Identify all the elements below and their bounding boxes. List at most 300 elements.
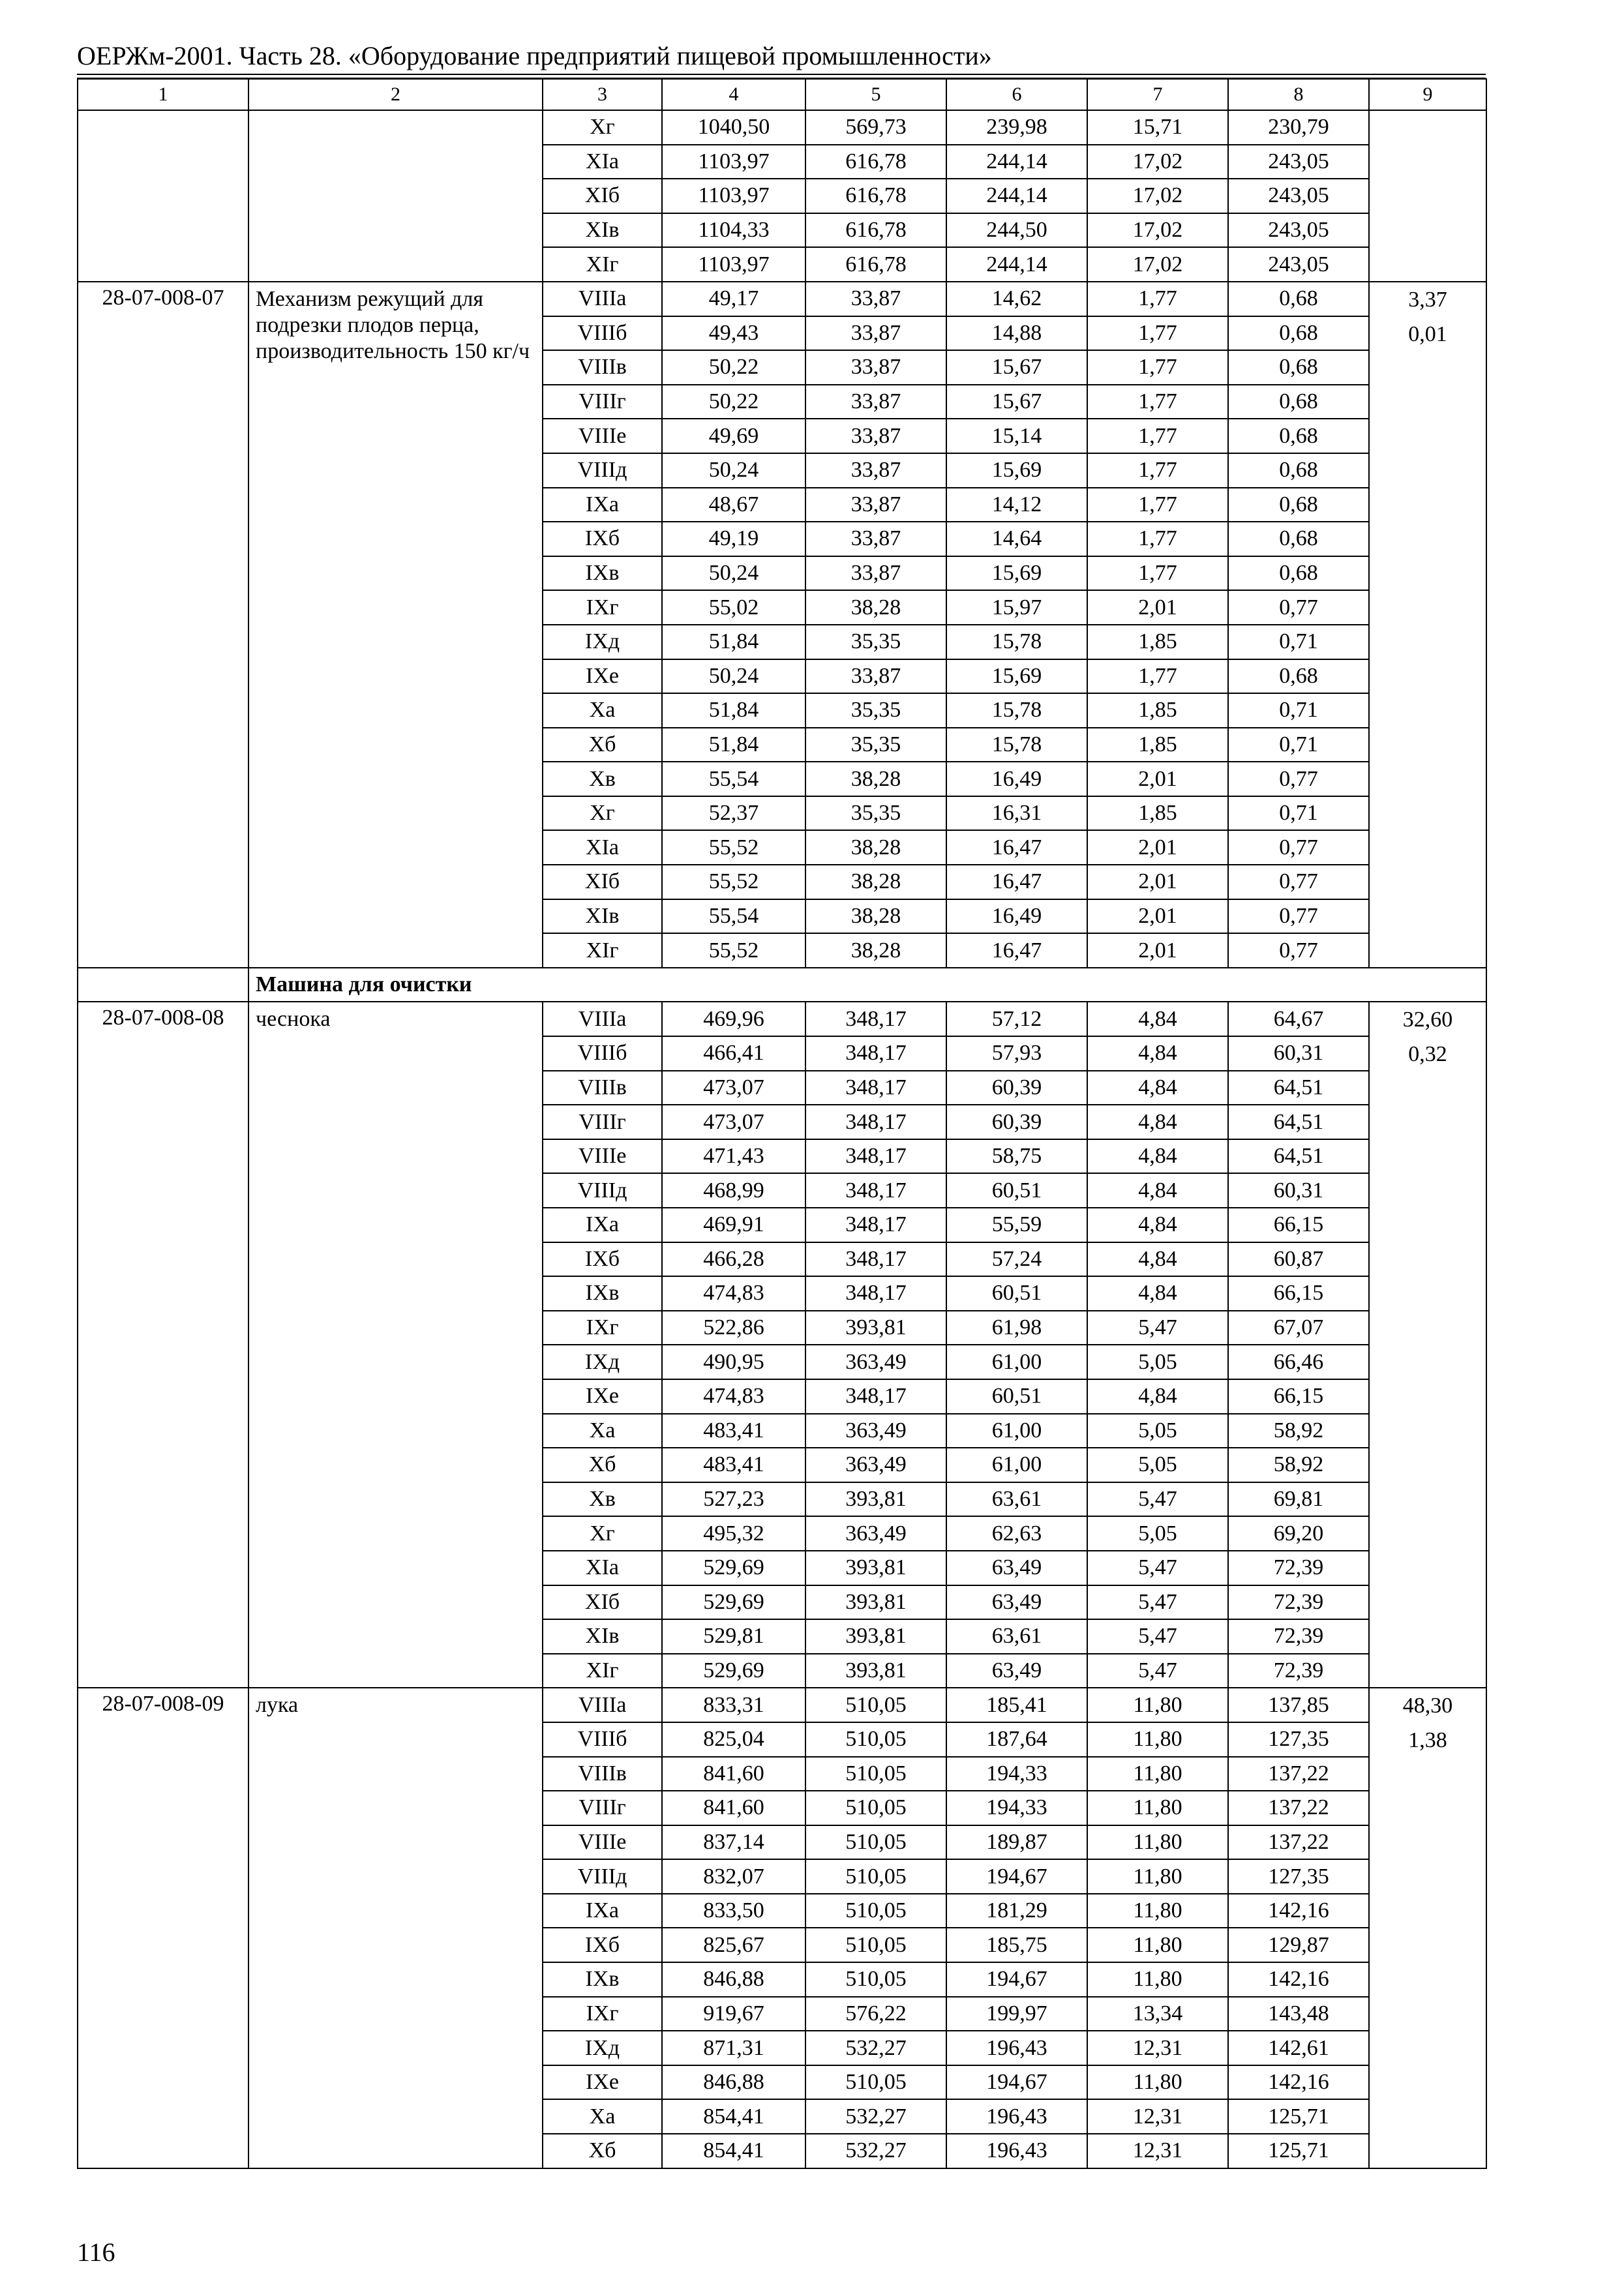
- resource-class-cell: Xв: [543, 762, 662, 796]
- value-cell: 1,77: [1087, 282, 1228, 316]
- value-cell: 5,05: [1087, 1414, 1228, 1448]
- value-cell: 33,87: [805, 488, 946, 522]
- value-cell: 16,47: [946, 865, 1087, 899]
- value-cell: 194,33: [946, 1757, 1087, 1791]
- value-cell: 125,71: [1228, 2134, 1369, 2168]
- value-cell: 393,81: [805, 1482, 946, 1517]
- value-cell: 11,80: [1087, 1894, 1228, 1928]
- value-cell: 4,84: [1087, 1276, 1228, 1311]
- header-rule-top: [77, 74, 1486, 75]
- resource-class-cell: VIIIб: [543, 316, 662, 351]
- resource-class-cell: VIIIг: [543, 1791, 662, 1825]
- value-cell: 468,99: [662, 1173, 805, 1208]
- value-cell: 1,77: [1087, 659, 1228, 694]
- value-cell: 12,31: [1087, 2134, 1228, 2168]
- col9-value: 0,01: [1408, 322, 1447, 346]
- value-cell: 64,51: [1228, 1105, 1369, 1139]
- value-cell: 4,84: [1087, 1173, 1228, 1208]
- value-cell: 194,67: [946, 1962, 1087, 1997]
- value-cell: 363,49: [805, 1414, 946, 1448]
- value-cell: 33,87: [805, 659, 946, 694]
- resource-class-cell: IXб: [543, 1928, 662, 1962]
- value-cell: 11,80: [1087, 1722, 1228, 1757]
- value-cell: 50,24: [662, 453, 805, 488]
- value-cell: 33,87: [805, 419, 946, 453]
- value-cell: 55,02: [662, 590, 805, 625]
- value-cell: 38,28: [805, 590, 946, 625]
- value-cell: 576,22: [805, 1997, 946, 2031]
- value-cell: 0,68: [1228, 659, 1369, 694]
- value-cell: 348,17: [805, 1002, 946, 1036]
- value-cell: 33,87: [805, 556, 946, 591]
- value-cell: 58,92: [1228, 1414, 1369, 1448]
- value-cell: 348,17: [805, 1276, 946, 1311]
- col9-cell: [1369, 282, 1486, 968]
- resource-class-cell: IXe: [543, 1379, 662, 1414]
- value-cell: 51,84: [662, 625, 805, 659]
- name-cell: Механизм режущий для подрезки плодов перца, производительность 150 кг/ч: [248, 282, 543, 968]
- resource-class-cell: VIIIa: [543, 1688, 662, 1722]
- value-cell: 60,51: [946, 1173, 1087, 1208]
- value-cell: 33,87: [805, 350, 946, 385]
- value-cell: 4,84: [1087, 1105, 1228, 1139]
- value-cell: 0,71: [1228, 796, 1369, 831]
- value-cell: 187,64: [946, 1722, 1087, 1757]
- value-cell: 17,02: [1087, 145, 1228, 179]
- value-cell: 61,00: [946, 1414, 1087, 1448]
- value-cell: 239,98: [946, 110, 1087, 145]
- value-cell: 243,05: [1228, 213, 1369, 248]
- value-cell: 5,47: [1087, 1311, 1228, 1345]
- column-number: 8: [1228, 79, 1369, 110]
- column-number: 3: [543, 79, 662, 110]
- resource-class-cell: Xa: [543, 693, 662, 728]
- value-cell: 1,85: [1087, 693, 1228, 728]
- value-cell: 832,07: [662, 1859, 805, 1894]
- value-cell: 0,71: [1228, 625, 1369, 659]
- value-cell: 11,80: [1087, 1859, 1228, 1894]
- value-cell: 469,91: [662, 1208, 805, 1242]
- value-cell: 143,48: [1228, 1997, 1369, 2031]
- value-cell: 60,39: [946, 1071, 1087, 1105]
- resource-class-cell: XIa: [543, 1551, 662, 1585]
- resource-class-cell: IXд: [543, 2031, 662, 2065]
- value-cell: 61,98: [946, 1311, 1087, 1345]
- value-cell: 244,14: [946, 179, 1087, 213]
- value-cell: 185,75: [946, 1928, 1087, 1962]
- value-cell: 38,28: [805, 933, 946, 968]
- resource-class-cell: XIa: [543, 145, 662, 179]
- resource-class-cell: Xг: [543, 796, 662, 831]
- value-cell: 532,27: [805, 2099, 946, 2134]
- value-cell: 363,49: [805, 1448, 946, 1482]
- value-cell: 15,69: [946, 556, 1087, 591]
- value-cell: 15,78: [946, 625, 1087, 659]
- resource-class-cell: IXг: [543, 1997, 662, 2031]
- table-row: [78, 1688, 1486, 1722]
- col9-cell-empty: [1369, 110, 1486, 282]
- value-cell: 393,81: [805, 1654, 946, 1688]
- value-cell: 5,05: [1087, 1516, 1228, 1551]
- value-cell: 363,49: [805, 1516, 946, 1551]
- resource-class-cell: XIб: [543, 865, 662, 899]
- value-cell: 244,14: [946, 145, 1087, 179]
- value-cell: 35,35: [805, 796, 946, 831]
- value-cell: 825,04: [662, 1722, 805, 1757]
- column-numbers-row: [78, 79, 1486, 110]
- value-cell: 67,07: [1228, 1311, 1369, 1345]
- value-cell: 52,37: [662, 796, 805, 831]
- value-cell: 2,01: [1087, 590, 1228, 625]
- value-cell: 1,77: [1087, 488, 1228, 522]
- value-cell: 16,49: [946, 899, 1087, 934]
- resource-class-cell: IXг: [543, 590, 662, 625]
- value-cell: 5,05: [1087, 1448, 1228, 1482]
- value-cell: 4,84: [1087, 1139, 1228, 1174]
- value-cell: 1,85: [1087, 796, 1228, 831]
- name-cell: лука: [248, 1688, 543, 2168]
- value-cell: 63,61: [946, 1482, 1087, 1517]
- value-cell: 64,51: [1228, 1071, 1369, 1105]
- value-cell: 38,28: [805, 830, 946, 865]
- value-cell: 510,05: [805, 2065, 946, 2100]
- value-cell: 471,43: [662, 1139, 805, 1174]
- value-cell: 57,24: [946, 1242, 1087, 1277]
- value-cell: 142,16: [1228, 1962, 1369, 1997]
- resource-class-cell: VIIIe: [543, 419, 662, 453]
- value-cell: 5,47: [1087, 1619, 1228, 1654]
- value-cell: 17,02: [1087, 179, 1228, 213]
- value-cell: 196,43: [946, 2099, 1087, 2134]
- code-cell: 28-07-008-07: [78, 282, 248, 968]
- value-cell: 35,35: [805, 728, 946, 762]
- value-cell: 529,69: [662, 1551, 805, 1585]
- value-cell: 196,43: [946, 2134, 1087, 2168]
- value-cell: 51,84: [662, 693, 805, 728]
- value-cell: 17,02: [1087, 247, 1228, 282]
- resource-class-cell: VIIIд: [543, 1173, 662, 1208]
- value-cell: 2,01: [1087, 899, 1228, 934]
- name-cell: чеснока: [248, 1002, 543, 1688]
- value-cell: 532,27: [805, 2134, 946, 2168]
- value-cell: 5,47: [1087, 1551, 1228, 1585]
- resource-class-cell: VIIIг: [543, 385, 662, 419]
- group-title: Машина для очистки: [248, 968, 1486, 1002]
- value-cell: 14,88: [946, 316, 1087, 351]
- value-cell: 532,27: [805, 2031, 946, 2065]
- value-cell: 33,87: [805, 453, 946, 488]
- value-cell: 2,01: [1087, 865, 1228, 899]
- value-cell: 129,87: [1228, 1928, 1369, 1962]
- value-cell: 181,29: [946, 1894, 1087, 1928]
- resource-class-cell: IXд: [543, 625, 662, 659]
- value-cell: 0,77: [1228, 899, 1369, 934]
- value-cell: 1,85: [1087, 728, 1228, 762]
- resource-class-cell: XIв: [543, 899, 662, 934]
- resource-class-cell: Xг: [543, 110, 662, 145]
- value-cell: 11,80: [1087, 1962, 1228, 1997]
- code-cell-empty: [78, 110, 248, 282]
- value-cell: 58,75: [946, 1139, 1087, 1174]
- resource-class-cell: Xa: [543, 1414, 662, 1448]
- resource-class-cell: VIIIд: [543, 453, 662, 488]
- resource-class-cell: Xв: [543, 1482, 662, 1517]
- col9-cell: [1369, 1688, 1486, 2168]
- value-cell: 846,88: [662, 2065, 805, 2100]
- resource-class-cell: VIIIa: [543, 282, 662, 316]
- value-cell: 58,92: [1228, 1448, 1369, 1482]
- value-cell: 185,41: [946, 1688, 1087, 1722]
- value-cell: 60,87: [1228, 1242, 1369, 1277]
- value-cell: 510,05: [805, 1688, 946, 1722]
- value-cell: 348,17: [805, 1139, 946, 1174]
- value-cell: 510,05: [805, 1757, 946, 1791]
- value-cell: 529,69: [662, 1585, 805, 1620]
- value-cell: 15,69: [946, 453, 1087, 488]
- value-cell: 35,35: [805, 693, 946, 728]
- value-cell: 466,41: [662, 1036, 805, 1071]
- value-cell: 125,71: [1228, 2099, 1369, 2134]
- value-cell: 4,84: [1087, 1071, 1228, 1105]
- value-cell: 495,32: [662, 1516, 805, 1551]
- column-number: 7: [1087, 79, 1228, 110]
- value-cell: 49,17: [662, 282, 805, 316]
- value-cell: 66,15: [1228, 1208, 1369, 1242]
- column-number: 1: [78, 79, 248, 110]
- value-cell: 35,35: [805, 625, 946, 659]
- value-cell: 1,77: [1087, 556, 1228, 591]
- value-cell: 0,68: [1228, 350, 1369, 385]
- value-cell: 854,41: [662, 2099, 805, 2134]
- resource-class-cell: XIг: [543, 933, 662, 968]
- value-cell: 4,84: [1087, 1379, 1228, 1414]
- value-cell: 527,23: [662, 1482, 805, 1517]
- resource-class-cell: Xб: [543, 1448, 662, 1482]
- value-cell: 14,64: [946, 522, 1087, 556]
- value-cell: 1,77: [1087, 522, 1228, 556]
- value-cell: 63,49: [946, 1551, 1087, 1585]
- value-cell: 0,77: [1228, 830, 1369, 865]
- value-cell: 0,68: [1228, 282, 1369, 316]
- value-cell: 57,93: [946, 1036, 1087, 1071]
- value-cell: 837,14: [662, 1825, 805, 1860]
- value-cell: 1,77: [1087, 385, 1228, 419]
- value-cell: 841,60: [662, 1757, 805, 1791]
- value-cell: 825,67: [662, 1928, 805, 1962]
- value-cell: 1,85: [1087, 625, 1228, 659]
- resource-class-cell: VIIIe: [543, 1139, 662, 1174]
- resource-class-cell: XIб: [543, 179, 662, 213]
- value-cell: 33,87: [805, 385, 946, 419]
- value-cell: 137,22: [1228, 1791, 1369, 1825]
- resource-class-cell: XIг: [543, 1654, 662, 1688]
- col9-value: 1,38: [1408, 1728, 1447, 1753]
- resource-class-cell: Xг: [543, 1516, 662, 1551]
- column-number: 9: [1369, 79, 1486, 110]
- value-cell: 33,87: [805, 316, 946, 351]
- code-cell-empty: [78, 968, 248, 1002]
- value-cell: 17,02: [1087, 213, 1228, 248]
- value-cell: 0,77: [1228, 865, 1369, 899]
- name-cell-empty: [248, 110, 543, 282]
- resource-class-cell: IXe: [543, 2065, 662, 2100]
- value-cell: 199,97: [946, 1997, 1087, 2031]
- value-cell: 38,28: [805, 865, 946, 899]
- value-cell: 66,46: [1228, 1345, 1369, 1379]
- value-cell: 0,68: [1228, 522, 1369, 556]
- value-cell: 348,17: [805, 1379, 946, 1414]
- value-cell: 11,80: [1087, 2065, 1228, 2100]
- resource-class-cell: IXe: [543, 659, 662, 694]
- value-cell: 33,87: [805, 522, 946, 556]
- column-number: 2: [248, 79, 543, 110]
- value-cell: 137,22: [1228, 1757, 1369, 1791]
- resource-class-cell: IXг: [543, 1311, 662, 1345]
- value-cell: 1103,97: [662, 145, 805, 179]
- column-number: 4: [662, 79, 805, 110]
- value-cell: 0,71: [1228, 693, 1369, 728]
- value-cell: 569,73: [805, 110, 946, 145]
- value-cell: 15,14: [946, 419, 1087, 453]
- value-cell: 5,47: [1087, 1482, 1228, 1517]
- value-cell: 1,77: [1087, 316, 1228, 351]
- resource-class-cell: XIб: [543, 1585, 662, 1620]
- value-cell: 4,84: [1087, 1242, 1228, 1277]
- value-cell: 616,78: [805, 179, 946, 213]
- value-cell: 510,05: [805, 1894, 946, 1928]
- value-cell: 483,41: [662, 1414, 805, 1448]
- value-cell: 63,61: [946, 1619, 1087, 1654]
- value-cell: 348,17: [805, 1105, 946, 1139]
- value-cell: 393,81: [805, 1619, 946, 1654]
- value-cell: 61,00: [946, 1448, 1087, 1482]
- value-cell: 55,52: [662, 865, 805, 899]
- value-cell: 50,24: [662, 659, 805, 694]
- page-number: 116: [77, 2237, 115, 2267]
- resource-class-cell: XIв: [543, 213, 662, 248]
- value-cell: 13,34: [1087, 1997, 1228, 2031]
- value-cell: 529,69: [662, 1654, 805, 1688]
- value-cell: 393,81: [805, 1585, 946, 1620]
- value-cell: 64,51: [1228, 1139, 1369, 1174]
- value-cell: 16,31: [946, 796, 1087, 831]
- value-cell: 49,43: [662, 316, 805, 351]
- value-cell: 142,16: [1228, 2065, 1369, 2100]
- value-cell: 0,77: [1228, 762, 1369, 796]
- value-cell: 0,68: [1228, 385, 1369, 419]
- value-cell: 66,15: [1228, 1379, 1369, 1414]
- value-cell: 16,49: [946, 762, 1087, 796]
- value-cell: 127,35: [1228, 1722, 1369, 1757]
- value-cell: 62,63: [946, 1516, 1087, 1551]
- value-cell: 510,05: [805, 1722, 946, 1757]
- value-cell: 0,68: [1228, 419, 1369, 453]
- value-cell: 50,24: [662, 556, 805, 591]
- resource-class-cell: VIIIд: [543, 1859, 662, 1894]
- value-cell: 11,80: [1087, 1928, 1228, 1962]
- page-header-title: ОЕРЖм-2001. Часть 28. «Оборудование предприятий пищевой промышленности»: [77, 41, 992, 70]
- value-cell: 490,95: [662, 1345, 805, 1379]
- value-cell: 2,01: [1087, 762, 1228, 796]
- value-cell: 1103,97: [662, 179, 805, 213]
- value-cell: 510,05: [805, 1859, 946, 1894]
- table-row: [78, 1002, 1486, 1036]
- resource-class-cell: XIв: [543, 1619, 662, 1654]
- resource-class-cell: VIIIa: [543, 1002, 662, 1036]
- value-cell: 127,35: [1228, 1859, 1369, 1894]
- resource-class-cell: VIIIв: [543, 1071, 662, 1105]
- value-cell: 50,22: [662, 350, 805, 385]
- value-cell: 243,05: [1228, 247, 1369, 282]
- value-cell: 483,41: [662, 1448, 805, 1482]
- value-cell: 348,17: [805, 1208, 946, 1242]
- resource-class-cell: IXб: [543, 1242, 662, 1277]
- value-cell: 244,14: [946, 247, 1087, 282]
- value-cell: 55,59: [946, 1208, 1087, 1242]
- value-cell: 393,81: [805, 1551, 946, 1585]
- value-cell: 348,17: [805, 1036, 946, 1071]
- col9-value: 48,30: [1402, 1694, 1453, 1718]
- value-cell: 616,78: [805, 247, 946, 282]
- value-cell: 69,20: [1228, 1516, 1369, 1551]
- value-cell: 15,97: [946, 590, 1087, 625]
- value-cell: 55,52: [662, 830, 805, 865]
- value-cell: 469,96: [662, 1002, 805, 1036]
- column-number: 5: [805, 79, 946, 110]
- value-cell: 55,54: [662, 899, 805, 934]
- value-cell: 5,47: [1087, 1654, 1228, 1688]
- value-cell: 522,86: [662, 1311, 805, 1345]
- value-cell: 69,81: [1228, 1482, 1369, 1517]
- value-cell: 194,67: [946, 1859, 1087, 1894]
- value-cell: 473,07: [662, 1105, 805, 1139]
- value-cell: 529,81: [662, 1619, 805, 1654]
- resource-class-cell: IXв: [543, 1276, 662, 1311]
- value-cell: 72,39: [1228, 1619, 1369, 1654]
- value-cell: 11,80: [1087, 1688, 1228, 1722]
- value-cell: 0,68: [1228, 556, 1369, 591]
- value-cell: 60,39: [946, 1105, 1087, 1139]
- value-cell: 49,19: [662, 522, 805, 556]
- value-cell: 4,84: [1087, 1036, 1228, 1071]
- value-cell: 63,49: [946, 1585, 1087, 1620]
- resource-class-cell: XIг: [543, 247, 662, 282]
- value-cell: 49,69: [662, 419, 805, 453]
- value-cell: 72,39: [1228, 1585, 1369, 1620]
- value-cell: 616,78: [805, 145, 946, 179]
- value-cell: 137,85: [1228, 1688, 1369, 1722]
- value-cell: 466,28: [662, 1242, 805, 1277]
- col9-cell: [1369, 1002, 1486, 1688]
- value-cell: 2,01: [1087, 830, 1228, 865]
- value-cell: 0,68: [1228, 453, 1369, 488]
- table-row: [78, 110, 1486, 145]
- value-cell: 38,28: [805, 762, 946, 796]
- value-cell: 510,05: [805, 1962, 946, 1997]
- value-cell: 919,67: [662, 1997, 805, 2031]
- value-cell: 393,81: [805, 1311, 946, 1345]
- value-cell: 1103,97: [662, 247, 805, 282]
- value-cell: 57,12: [946, 1002, 1087, 1036]
- resource-class-cell: IXб: [543, 522, 662, 556]
- resource-class-cell: IXв: [543, 1962, 662, 1997]
- value-cell: 11,80: [1087, 1825, 1228, 1860]
- resource-class-cell: IXa: [543, 1894, 662, 1928]
- value-cell: 841,60: [662, 1791, 805, 1825]
- value-cell: 846,88: [662, 1962, 805, 1997]
- col9-value: 3,37: [1408, 287, 1447, 312]
- value-cell: 60,51: [946, 1276, 1087, 1311]
